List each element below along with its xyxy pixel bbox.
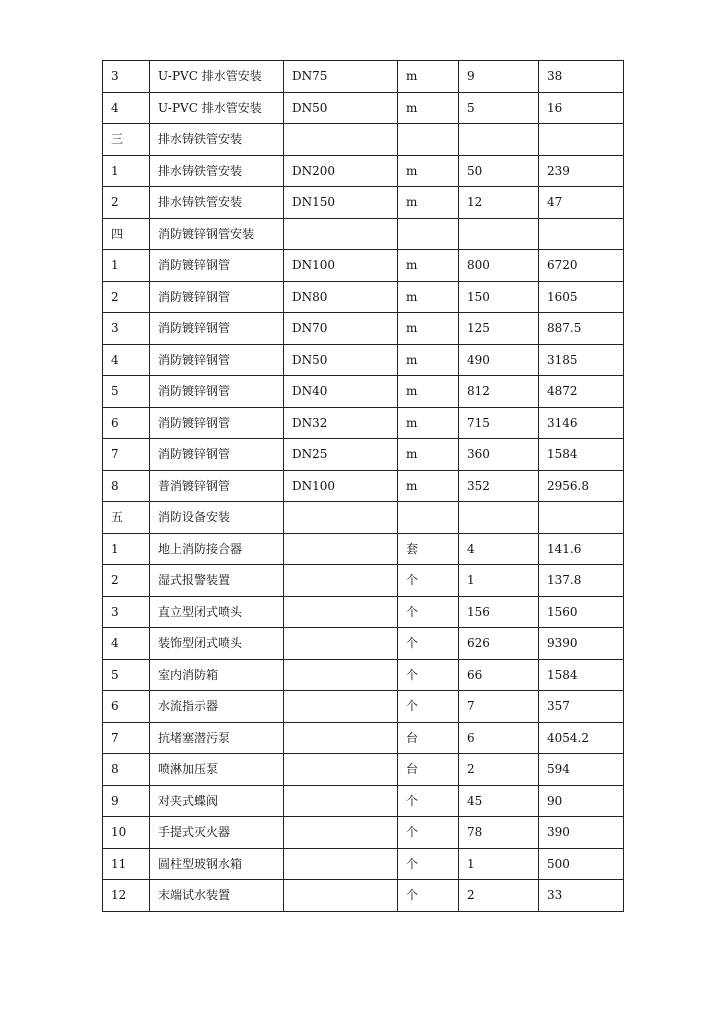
cell-name: 普消镀锌钢管 [150,470,284,502]
cell-value: 390 [539,817,624,849]
cell-value: 38 [539,61,624,93]
cell-spec: DN70 [284,313,398,345]
cell-no: 9 [103,785,150,817]
table-row [103,565,624,597]
cell-unit [398,124,459,156]
cell-qty: 150 [459,281,539,313]
cell-spec [284,754,398,786]
cell-qty: 626 [459,628,539,660]
cell-name: 排水铸铁管安装 [150,124,284,156]
cell-qty [459,124,539,156]
cell-value: 887.5 [539,313,624,345]
cell-no: 1 [103,533,150,565]
cell-qty: 125 [459,313,539,345]
cell-value: 357 [539,691,624,723]
cell-no: 3 [103,61,150,93]
cell-qty: 50 [459,155,539,187]
cell-name: 湿式报警装置 [150,565,284,597]
cell-no: 10 [103,817,150,849]
cell-spec [284,691,398,723]
cell-no: 4 [103,628,150,660]
cell-unit: m [398,187,459,219]
cell-spec [284,218,398,250]
table-row [103,628,624,660]
cell-unit: 个 [398,785,459,817]
cell-qty: 2 [459,754,539,786]
table-row [103,880,624,912]
cell-spec: DN50 [284,92,398,124]
cell-unit: 个 [398,628,459,660]
cell-value: 500 [539,848,624,880]
cell-value: 2956.8 [539,470,624,502]
cell-qty: 4 [459,533,539,565]
table-row [103,155,624,187]
cell-qty: 6 [459,722,539,754]
cell-value: 594 [539,754,624,786]
cell-unit: m [398,470,459,502]
cell-unit [398,218,459,250]
cell-unit: m [398,439,459,471]
cell-name: 消防设备安装 [150,502,284,534]
cell-spec: DN100 [284,250,398,282]
cell-unit: 台 [398,754,459,786]
cell-qty: 360 [459,439,539,471]
cell-no: 五 [103,502,150,534]
cell-qty: 352 [459,470,539,502]
cell-value [539,124,624,156]
cell-spec: DN200 [284,155,398,187]
cell-qty: 5 [459,92,539,124]
cell-name: 消防镀锌钢管 [150,407,284,439]
cell-unit: 台 [398,722,459,754]
table-row [103,470,624,502]
cell-value: 90 [539,785,624,817]
table-row [103,61,624,93]
cell-name: 圆柱型玻钢水箱 [150,848,284,880]
cell-value [539,218,624,250]
cell-value: 3146 [539,407,624,439]
cell-spec [284,124,398,156]
cell-value: 33 [539,880,624,912]
cell-qty [459,502,539,534]
cell-no: 4 [103,344,150,376]
table-body [103,61,624,912]
cell-value: 4054.2 [539,722,624,754]
cell-unit: 套 [398,533,459,565]
cell-unit: m [398,281,459,313]
cell-value: 47 [539,187,624,219]
cell-qty: 66 [459,659,539,691]
cell-name: 末端试水装置 [150,880,284,912]
table-row [103,218,624,250]
table-row [103,502,624,534]
cell-spec [284,880,398,912]
cell-value [539,502,624,534]
cell-unit: 个 [398,880,459,912]
cell-unit: m [398,92,459,124]
cell-qty: 7 [459,691,539,723]
cell-no: 2 [103,565,150,597]
cell-name: 水流指示器 [150,691,284,723]
cell-no: 4 [103,92,150,124]
cell-unit: m [398,344,459,376]
cell-spec [284,785,398,817]
cell-unit: m [398,313,459,345]
cell-value: 6720 [539,250,624,282]
cell-spec [284,628,398,660]
cell-unit: 个 [398,817,459,849]
table-row [103,596,624,628]
cell-qty: 78 [459,817,539,849]
cell-name: U-PVC 排水管安装 [150,92,284,124]
table-row [103,376,624,408]
cell-unit: m [398,407,459,439]
cell-no: 四 [103,218,150,250]
cell-no: 12 [103,880,150,912]
cell-name: 消防镀锌钢管 [150,281,284,313]
cell-spec: DN150 [284,187,398,219]
table-row [103,691,624,723]
table-row [103,439,624,471]
cell-spec [284,502,398,534]
cell-qty: 45 [459,785,539,817]
table-row [103,124,624,156]
cell-unit: 个 [398,691,459,723]
table-row [103,250,624,282]
cell-no: 5 [103,659,150,691]
cell-spec [284,596,398,628]
cell-no: 2 [103,187,150,219]
table-row [103,533,624,565]
cell-qty: 156 [459,596,539,628]
cell-no: 3 [103,313,150,345]
cell-no: 6 [103,691,150,723]
cell-qty: 12 [459,187,539,219]
cell-value: 3185 [539,344,624,376]
cell-name: 消防镀锌钢管 [150,439,284,471]
cell-no: 5 [103,376,150,408]
cell-spec [284,565,398,597]
cell-unit: m [398,61,459,93]
cell-value: 239 [539,155,624,187]
table-row [103,313,624,345]
cell-spec: DN25 [284,439,398,471]
cell-spec [284,659,398,691]
cell-qty [459,218,539,250]
cell-spec [284,817,398,849]
cell-value: 1560 [539,596,624,628]
cell-no: 3 [103,596,150,628]
cell-name: 地上消防接合器 [150,533,284,565]
cell-name: 抗堵塞潜污泵 [150,722,284,754]
cell-unit: m [398,250,459,282]
cell-spec: DN40 [284,376,398,408]
cell-spec [284,722,398,754]
cell-qty: 1 [459,565,539,597]
cell-name: 对夹式蝶阀 [150,785,284,817]
cell-value: 141.6 [539,533,624,565]
cell-qty: 490 [459,344,539,376]
cell-no: 11 [103,848,150,880]
cell-name: 排水铸铁管安装 [150,187,284,219]
cell-unit: m [398,155,459,187]
cell-name: 消防镀锌钢管 [150,250,284,282]
cell-spec: DN80 [284,281,398,313]
table-row [103,848,624,880]
cell-no: 1 [103,250,150,282]
table-row [103,281,624,313]
table-row [103,722,624,754]
cell-no: 7 [103,722,150,754]
cell-value: 4872 [539,376,624,408]
cell-spec: DN50 [284,344,398,376]
cell-unit [398,502,459,534]
cell-unit: 个 [398,565,459,597]
table-row [103,659,624,691]
cell-qty: 1 [459,848,539,880]
cell-no: 8 [103,470,150,502]
cell-value: 137.8 [539,565,624,597]
cell-name: 手提式灭火器 [150,817,284,849]
cell-name: 消防镀锌钢管 [150,313,284,345]
cell-unit: 个 [398,848,459,880]
cell-name: 室内消防箱 [150,659,284,691]
cell-spec: DN32 [284,407,398,439]
table-row [103,187,624,219]
cell-name: 直立型闭式喷头 [150,596,284,628]
cell-no: 7 [103,439,150,471]
cell-no: 三 [103,124,150,156]
cell-spec [284,848,398,880]
cell-qty: 9 [459,61,539,93]
cell-no: 1 [103,155,150,187]
cell-value: 9390 [539,628,624,660]
cell-name: 消防镀锌钢管安装 [150,218,284,250]
quantities-table [102,60,624,912]
table-row [103,785,624,817]
cell-name: 排水铸铁管安装 [150,155,284,187]
cell-no: 8 [103,754,150,786]
cell-value: 1584 [539,439,624,471]
cell-spec: DN75 [284,61,398,93]
cell-value: 1584 [539,659,624,691]
cell-qty: 715 [459,407,539,439]
cell-qty: 812 [459,376,539,408]
cell-spec: DN100 [284,470,398,502]
table-row [103,344,624,376]
cell-value: 16 [539,92,624,124]
table-row [103,92,624,124]
cell-name: 消防镀锌钢管 [150,344,284,376]
table-row [103,407,624,439]
cell-qty: 800 [459,250,539,282]
cell-name: 消防镀锌钢管 [150,376,284,408]
cell-unit: 个 [398,596,459,628]
table-row [103,817,624,849]
cell-no: 2 [103,281,150,313]
cell-no: 6 [103,407,150,439]
cell-name: 装饰型闭式喷头 [150,628,284,660]
cell-unit: m [398,376,459,408]
cell-value: 1605 [539,281,624,313]
cell-qty: 2 [459,880,539,912]
cell-name: 喷淋加压泵 [150,754,284,786]
cell-spec [284,533,398,565]
cell-name: U-PVC 排水管安装 [150,61,284,93]
cell-unit: 个 [398,659,459,691]
table-row [103,754,624,786]
